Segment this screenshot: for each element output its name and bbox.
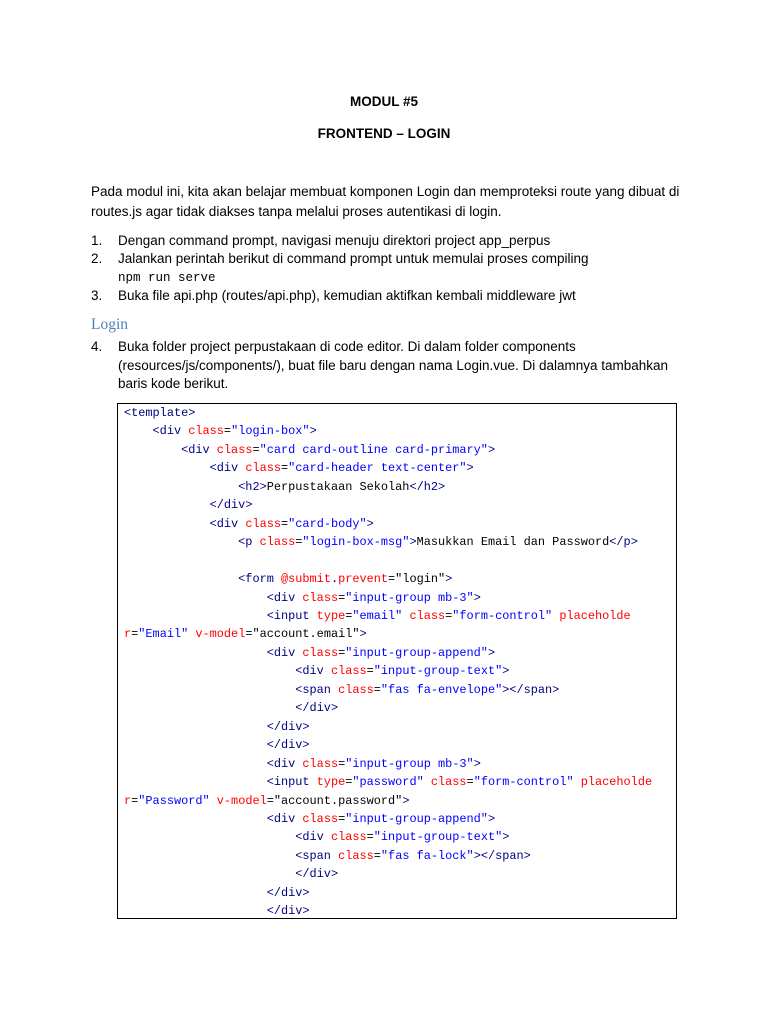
code-token: "input-group-text"	[373, 664, 503, 679]
code-line	[124, 847, 674, 865]
code-token: "input-group-text"	[373, 830, 503, 845]
code-token: =	[338, 756, 346, 771]
code-token	[124, 535, 238, 549]
code-token: "Password"	[138, 793, 210, 808]
code-token: ></span>	[473, 848, 531, 863]
code-token: "fas fa-lock"	[380, 848, 474, 863]
code-token	[124, 664, 295, 678]
code-line	[124, 810, 674, 828]
code-token: "email"	[352, 608, 403, 623]
code-token: <span	[295, 682, 339, 697]
code-token: <p	[238, 535, 260, 550]
list-number: 4.	[91, 339, 103, 354]
code-line	[124, 552, 674, 570]
code-token: =	[131, 793, 139, 808]
code-token: <span	[295, 848, 339, 863]
code-token	[124, 867, 295, 881]
code-token: =	[338, 811, 346, 826]
code-token: </div>	[295, 867, 339, 882]
code-token	[124, 517, 210, 531]
code-token: placeholde	[580, 775, 653, 790]
code-line	[124, 681, 674, 699]
code-line	[124, 570, 674, 588]
code-token: "login-box"	[231, 424, 310, 439]
code-line	[124, 736, 674, 754]
code-token: =	[131, 627, 139, 642]
code-line	[124, 533, 674, 551]
code-token: =	[366, 830, 374, 845]
code-token: class	[338, 848, 374, 863]
code-line	[124, 441, 674, 459]
code-token: <div	[152, 424, 189, 439]
code-token: <form	[238, 572, 281, 587]
code-token: =	[338, 590, 346, 605]
code-token	[124, 480, 238, 494]
code-token: >	[502, 830, 510, 845]
command-code: npm run serve	[118, 271, 216, 285]
code-line	[124, 865, 674, 883]
code-line	[124, 662, 674, 680]
code-token: =	[345, 775, 353, 790]
code-token: ="account.password"	[266, 793, 403, 808]
code-token: class	[188, 424, 224, 439]
code-token: =	[281, 516, 289, 531]
code-token: "form-control"	[452, 608, 553, 623]
code-token: <h2>	[238, 479, 267, 494]
code-token: <div	[295, 830, 331, 845]
code-line	[124, 718, 674, 736]
code-token	[124, 572, 238, 586]
code-token: ="account.email"	[245, 627, 360, 642]
code-token: "input-group-append"	[345, 811, 488, 826]
code-token: </h2>	[409, 479, 446, 494]
code-token: type	[316, 775, 346, 790]
code-token: "card-header text-center"	[288, 461, 467, 476]
code-token: r	[124, 793, 132, 808]
code-token: "input-group-append"	[345, 645, 488, 660]
code-line	[124, 792, 674, 810]
code-token: ="login"	[388, 572, 446, 587]
list-text: Dengan command prompt, navigasi menuju direktori project app_perpus	[118, 233, 551, 248]
code-token: >	[487, 645, 496, 660]
code-token: "Email"	[138, 627, 189, 642]
code-token: >	[402, 793, 410, 808]
code-token: v-model	[195, 627, 246, 642]
code-token: </div>	[266, 904, 310, 919]
code-token: class	[330, 830, 367, 845]
code-token: class	[409, 608, 446, 623]
code-token: >	[473, 590, 481, 605]
code-token: =	[281, 461, 289, 476]
list-number: 2.	[91, 251, 103, 266]
code-token: class	[302, 756, 339, 771]
code-token: >	[473, 756, 481, 771]
code-token: class	[245, 516, 282, 531]
code-line	[124, 459, 674, 477]
code-token: "fas fa-envelope"	[380, 682, 503, 697]
code-token: class	[330, 664, 367, 679]
steps-list	[91, 232, 681, 305]
code-token	[424, 775, 431, 789]
code-token: .	[330, 572, 339, 587]
list-text: Buka folder project perpustakaan di code editor. Di dalam folder components (resources/js/components/), buat file baru dengan nama Login.vue. Di dalamnya tambahkan baris kode berikut.	[118, 339, 669, 391]
code-token: Masukkan Email dan Password	[416, 535, 610, 550]
code-token: =	[345, 608, 353, 623]
code-token	[124, 886, 267, 900]
code-line	[124, 884, 674, 902]
list-item	[91, 338, 681, 394]
code-line	[124, 625, 674, 643]
code-token	[124, 591, 267, 605]
code-token: class	[302, 645, 339, 660]
code-token	[124, 646, 267, 660]
code-line	[124, 496, 674, 514]
intro-paragraph: Pada modul ini, kita akan belajar membuat komponen Login dan memproteksi route yang dibuat di routes.js agar tidak diakses tanpa melalui proses autentikasi di login.	[91, 184, 680, 219]
code-token: class	[430, 775, 467, 790]
code-token: v-model	[216, 793, 267, 808]
code-token: <input	[266, 775, 317, 790]
code-token	[124, 498, 210, 512]
code-token: type	[316, 608, 346, 623]
code-token	[124, 738, 267, 752]
code-token	[210, 794, 217, 808]
code-token: >	[366, 516, 374, 531]
code-token	[124, 461, 210, 475]
code-line	[124, 644, 674, 662]
code-token: >	[309, 424, 317, 439]
code-token: <div	[295, 664, 331, 679]
code-token: placeholde	[559, 608, 631, 623]
code-token	[124, 830, 295, 844]
code-token	[124, 849, 295, 863]
code-token: =	[252, 442, 260, 457]
code-token: <div	[266, 645, 303, 660]
code-token: "card-body"	[288, 516, 367, 531]
code-token: =	[366, 664, 374, 679]
code-token: =	[445, 608, 453, 623]
code-token: </div>	[209, 498, 253, 513]
code-token: </div>	[266, 885, 310, 900]
code-line	[124, 828, 674, 846]
code-token: class	[216, 442, 253, 457]
code-token	[124, 757, 267, 771]
code-line	[124, 607, 674, 625]
code-token: <div	[266, 590, 303, 605]
list-item	[91, 232, 681, 250]
code-token: Perpustakaan Sekolah	[266, 479, 410, 494]
code-token: "login-box-msg"	[302, 535, 410, 550]
code-token: class	[259, 535, 296, 550]
code-token: <input	[266, 608, 317, 623]
code-token	[124, 775, 267, 789]
code-token: ></span>	[502, 682, 560, 697]
code-token: <div	[209, 461, 246, 476]
code-token: "password"	[352, 775, 424, 790]
code-token: "input-group mb-3"	[345, 756, 474, 771]
code-token: class	[302, 811, 339, 826]
code-line	[124, 699, 674, 717]
list-text: Buka file api.php (routes/api.php), kemudian aktifkan kembali middleware jwt	[118, 288, 576, 303]
code-token	[574, 775, 581, 789]
code-token: >	[359, 627, 367, 642]
code-token: =	[373, 848, 381, 863]
code-line	[124, 404, 674, 422]
list-item	[91, 250, 681, 287]
code-token: </div>	[266, 719, 310, 734]
code-token: =	[373, 682, 381, 697]
code-token: =	[466, 775, 474, 790]
code-token: >	[445, 572, 453, 587]
list-number: 1.	[91, 233, 103, 248]
module-subtitle: FRONTEND – LOGIN	[317, 126, 451, 141]
code-line	[124, 902, 674, 920]
code-token: </div>	[266, 738, 310, 753]
code-token: =	[295, 535, 303, 550]
code-token: =	[338, 645, 346, 660]
code-token	[124, 812, 267, 826]
code-token: r	[124, 627, 132, 642]
code-token: class	[338, 682, 374, 697]
code-token: <template>	[124, 406, 196, 420]
code-token	[124, 424, 153, 438]
list-item	[91, 287, 681, 305]
code-token: </p>	[609, 535, 638, 550]
code-token: class	[245, 461, 282, 476]
code-line	[124, 478, 674, 496]
code-line	[124, 589, 674, 607]
code-token: "card card-outline card-primary"	[259, 442, 488, 457]
section-heading: Login	[91, 316, 129, 333]
code-token: >	[466, 461, 474, 476]
list-number: 3.	[91, 288, 103, 303]
code-token: <div	[181, 442, 217, 457]
code-token	[124, 609, 267, 623]
code-token: "form-control"	[473, 775, 574, 790]
code-line	[124, 755, 674, 773]
code-token: >	[487, 442, 496, 457]
code-token: </div>	[295, 701, 339, 716]
code-token	[124, 443, 181, 457]
code-token	[124, 720, 267, 734]
code-token: prevent	[338, 572, 389, 587]
code-token: <div	[266, 811, 303, 826]
code-line	[124, 422, 674, 440]
steps-list-continued	[91, 338, 681, 394]
code-line	[124, 515, 674, 533]
code-token: >	[409, 535, 417, 550]
code-token: =	[223, 424, 232, 439]
code-token: <div	[266, 756, 303, 771]
code-token: "input-group mb-3"	[345, 590, 474, 605]
code-token: @submit	[281, 572, 331, 587]
code-token: class	[302, 590, 339, 605]
list-text: Jalankan perintah berikut di command prompt untuk memulai proses compiling	[118, 251, 589, 266]
code-line	[124, 773, 674, 791]
code-token: >	[487, 811, 496, 826]
code-token	[124, 683, 295, 697]
code-token	[124, 904, 267, 918]
code-token: <div	[209, 516, 246, 531]
module-title: MODUL #5	[349, 94, 418, 109]
code-token: >	[502, 664, 510, 679]
code-token	[124, 701, 295, 715]
code-block	[124, 404, 674, 921]
